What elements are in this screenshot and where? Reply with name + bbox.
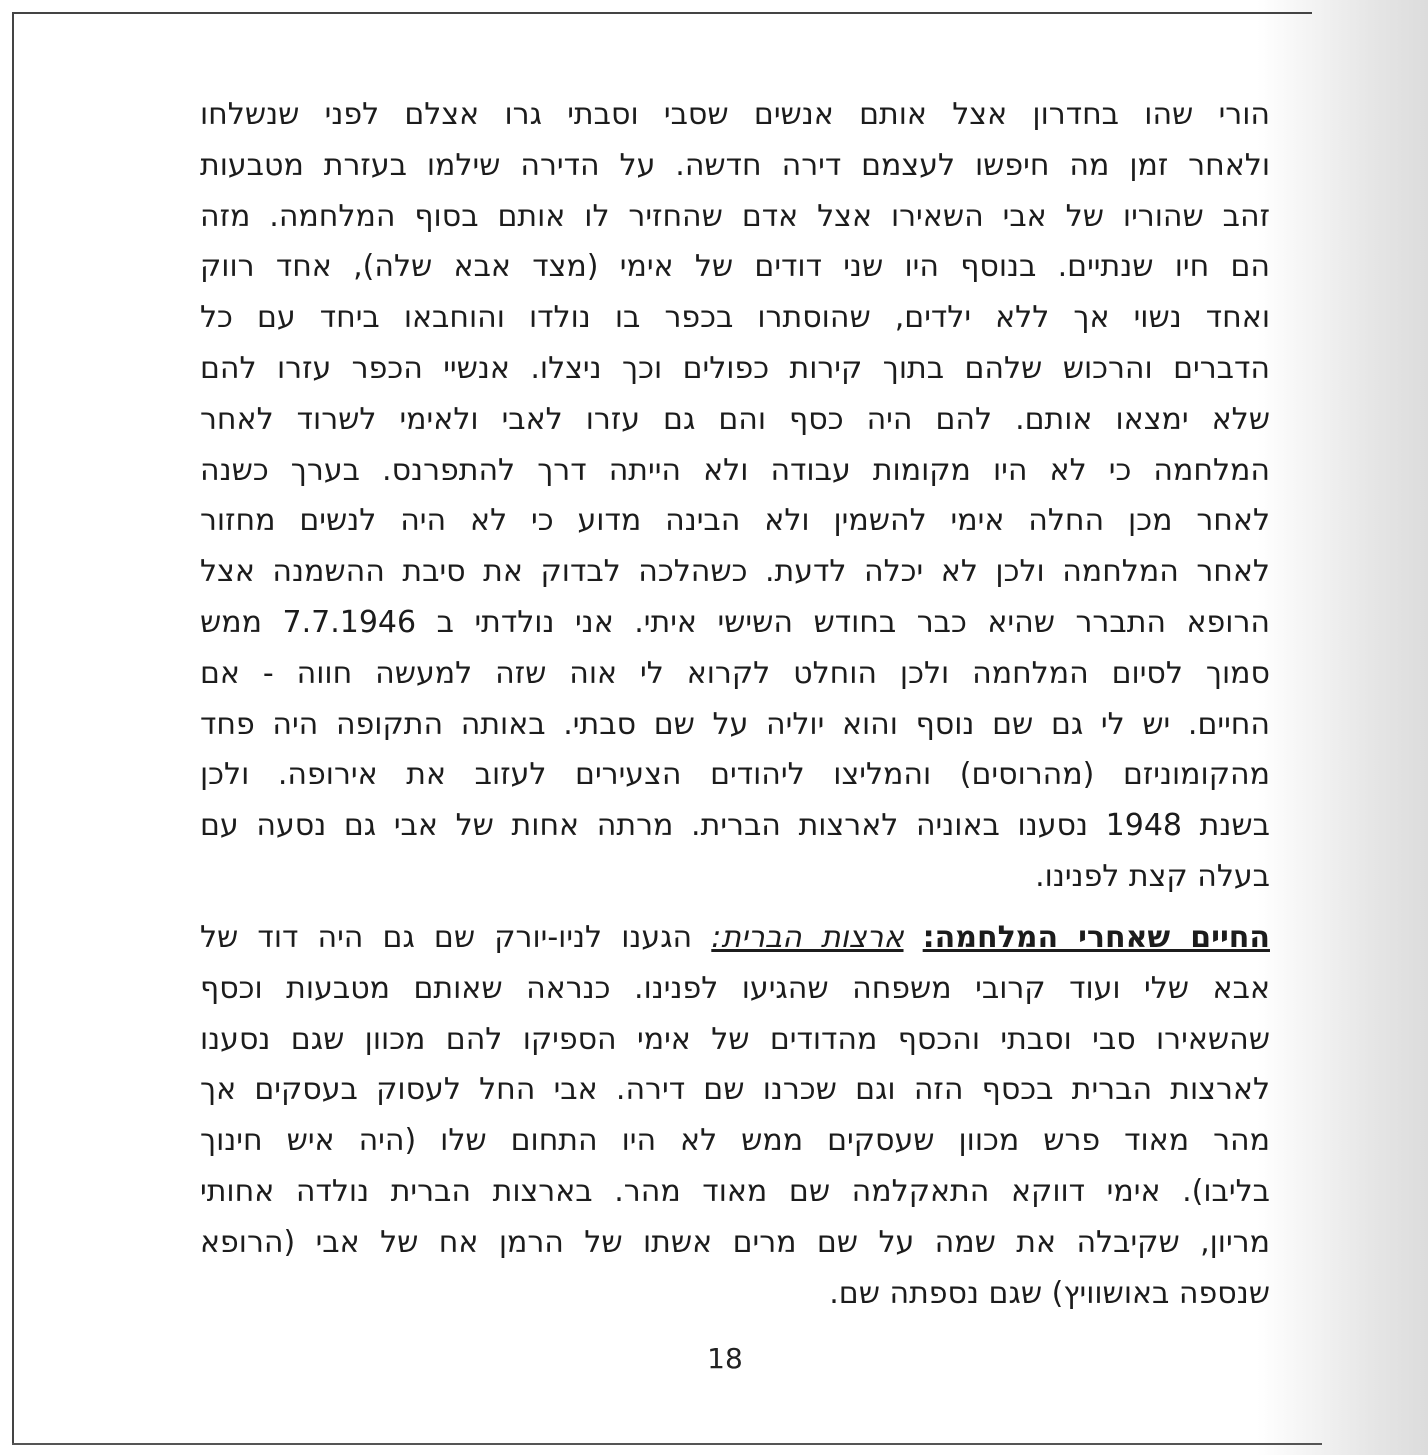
page-border-top (12, 12, 1312, 14)
text-line: מהר מאוד פרש מכוון שעסקים ממש לא היו התחום שלו (היה איש חינוך (200, 1123, 1270, 1159)
text-line: הדברים והרכוש שלהם בתוך קירות כפולים וכך ניצלו. אנשיי הכפר עזרו להם (200, 350, 1270, 386)
text-line: ולאחר זמן מה חיפשו לעצמם דירה חדשה. על הדירה שילמו בעזרת מטבעות (200, 147, 1270, 183)
text-line: ואחד נשוי אך ללא ילדים, שהוסתרו בכפר בו נולדו והוחבאו ביחד עם כל (200, 300, 1270, 336)
paragraph-2 (200, 913, 1270, 1319)
page-border-left (12, 12, 14, 1445)
text-line: מהקומוניזם (מהרוסים) והמליצו ליהודים הצעירים לעזוב את אירופה. ולכן (200, 757, 1270, 793)
page-border-bottom (12, 1443, 1322, 1445)
text-line: שלא ימצאו אותם. להם היה כסף והם גם עזרו לאבי ולאימי לשרוד לאחר (200, 401, 1270, 437)
section-heading: החיים שאחרי המלחמה: (922, 920, 1270, 955)
text-line: לאחר מכן החלה אימי להשמין ולא הבינה מדוע כי לא היה לנשים מחזור (200, 503, 1270, 539)
text-line: שהשאירו סבי וסבתי והכסף מהדודים של אימי הספיקו להם מכוון שגם נסענו (200, 1021, 1270, 1057)
text-line: אבא שלי ועוד קרובי משפחה שהגיעו לפנינו. כנראה שאותם מטבעות וכסף (200, 970, 1270, 1006)
text-line: סמוך לסיום המלחמה ולכן הוחלט לקרוא לי אוה שזה למעשה חווה - אם (200, 655, 1270, 691)
section-subheading: ארצות הברית: (711, 920, 904, 955)
text-line: הם חיו שנתיים. בנוסף היו שני דודים של אימי (מצד אבא שלה), אחד רווק (200, 249, 1270, 285)
text-line: מריון, שקיבלה את שמה על שם מרים אשתו של הרמן אח של אבי (הרופא (200, 1224, 1270, 1260)
text-line: הרופא התברר שהיא כבר בחודש השישי איתי. אני נולדתי ב 7.7.1946 ממש (200, 604, 1270, 640)
text-line: זהב שהוריו של אבי השאירו אצל אדם שהחזיר לו אותם בסוף המלחמה. מזה (200, 198, 1270, 234)
text-line: לאחר המלחמה ולכן לא יכלה לדעת. כשהלכה לבדוק את סיבת ההשמנה אצל (200, 554, 1270, 590)
text-line: הורי שהו בחדרון אצל אותם אנשים שסבי וסבתי גרו אצלם לפני שנשלחו (200, 97, 1270, 132)
text-line: בליבו). אימי דווקא התאקלמה שם מאוד מהר. בארצות הברית נולדה אחותי (200, 1173, 1270, 1209)
text-line: המלחמה כי לא היו מקומות עבודה ולא הייתה דרך להתפרנס. בערך כשנה (200, 452, 1270, 488)
text-line: בעלה קצת לפנינו. (1035, 858, 1270, 894)
text-line: החיים. יש לי גם שם נוסף והוא יוליה על שם סבתי. באותה התקופה היה פחד (200, 706, 1270, 742)
text-line-with-heading (200, 913, 1270, 964)
text-run: הגענו לניו-יורק שם גם היה דוד של (200, 920, 693, 955)
page-number: 18 (707, 1342, 743, 1375)
text-line: בשנת 1948 נסענו באוניה לארצות הברית. מרתה אחות של אבי גם נסעה עם (200, 808, 1270, 844)
text-line: לארצות הברית בכסף הזה וגם שכרנו שם דירה. אבי החל לעסוק בעסקים אך (200, 1072, 1270, 1108)
paragraph-1 (200, 90, 1270, 903)
text-line: שנספה באושוויץ) שגם נספתה שם. (829, 1275, 1270, 1311)
